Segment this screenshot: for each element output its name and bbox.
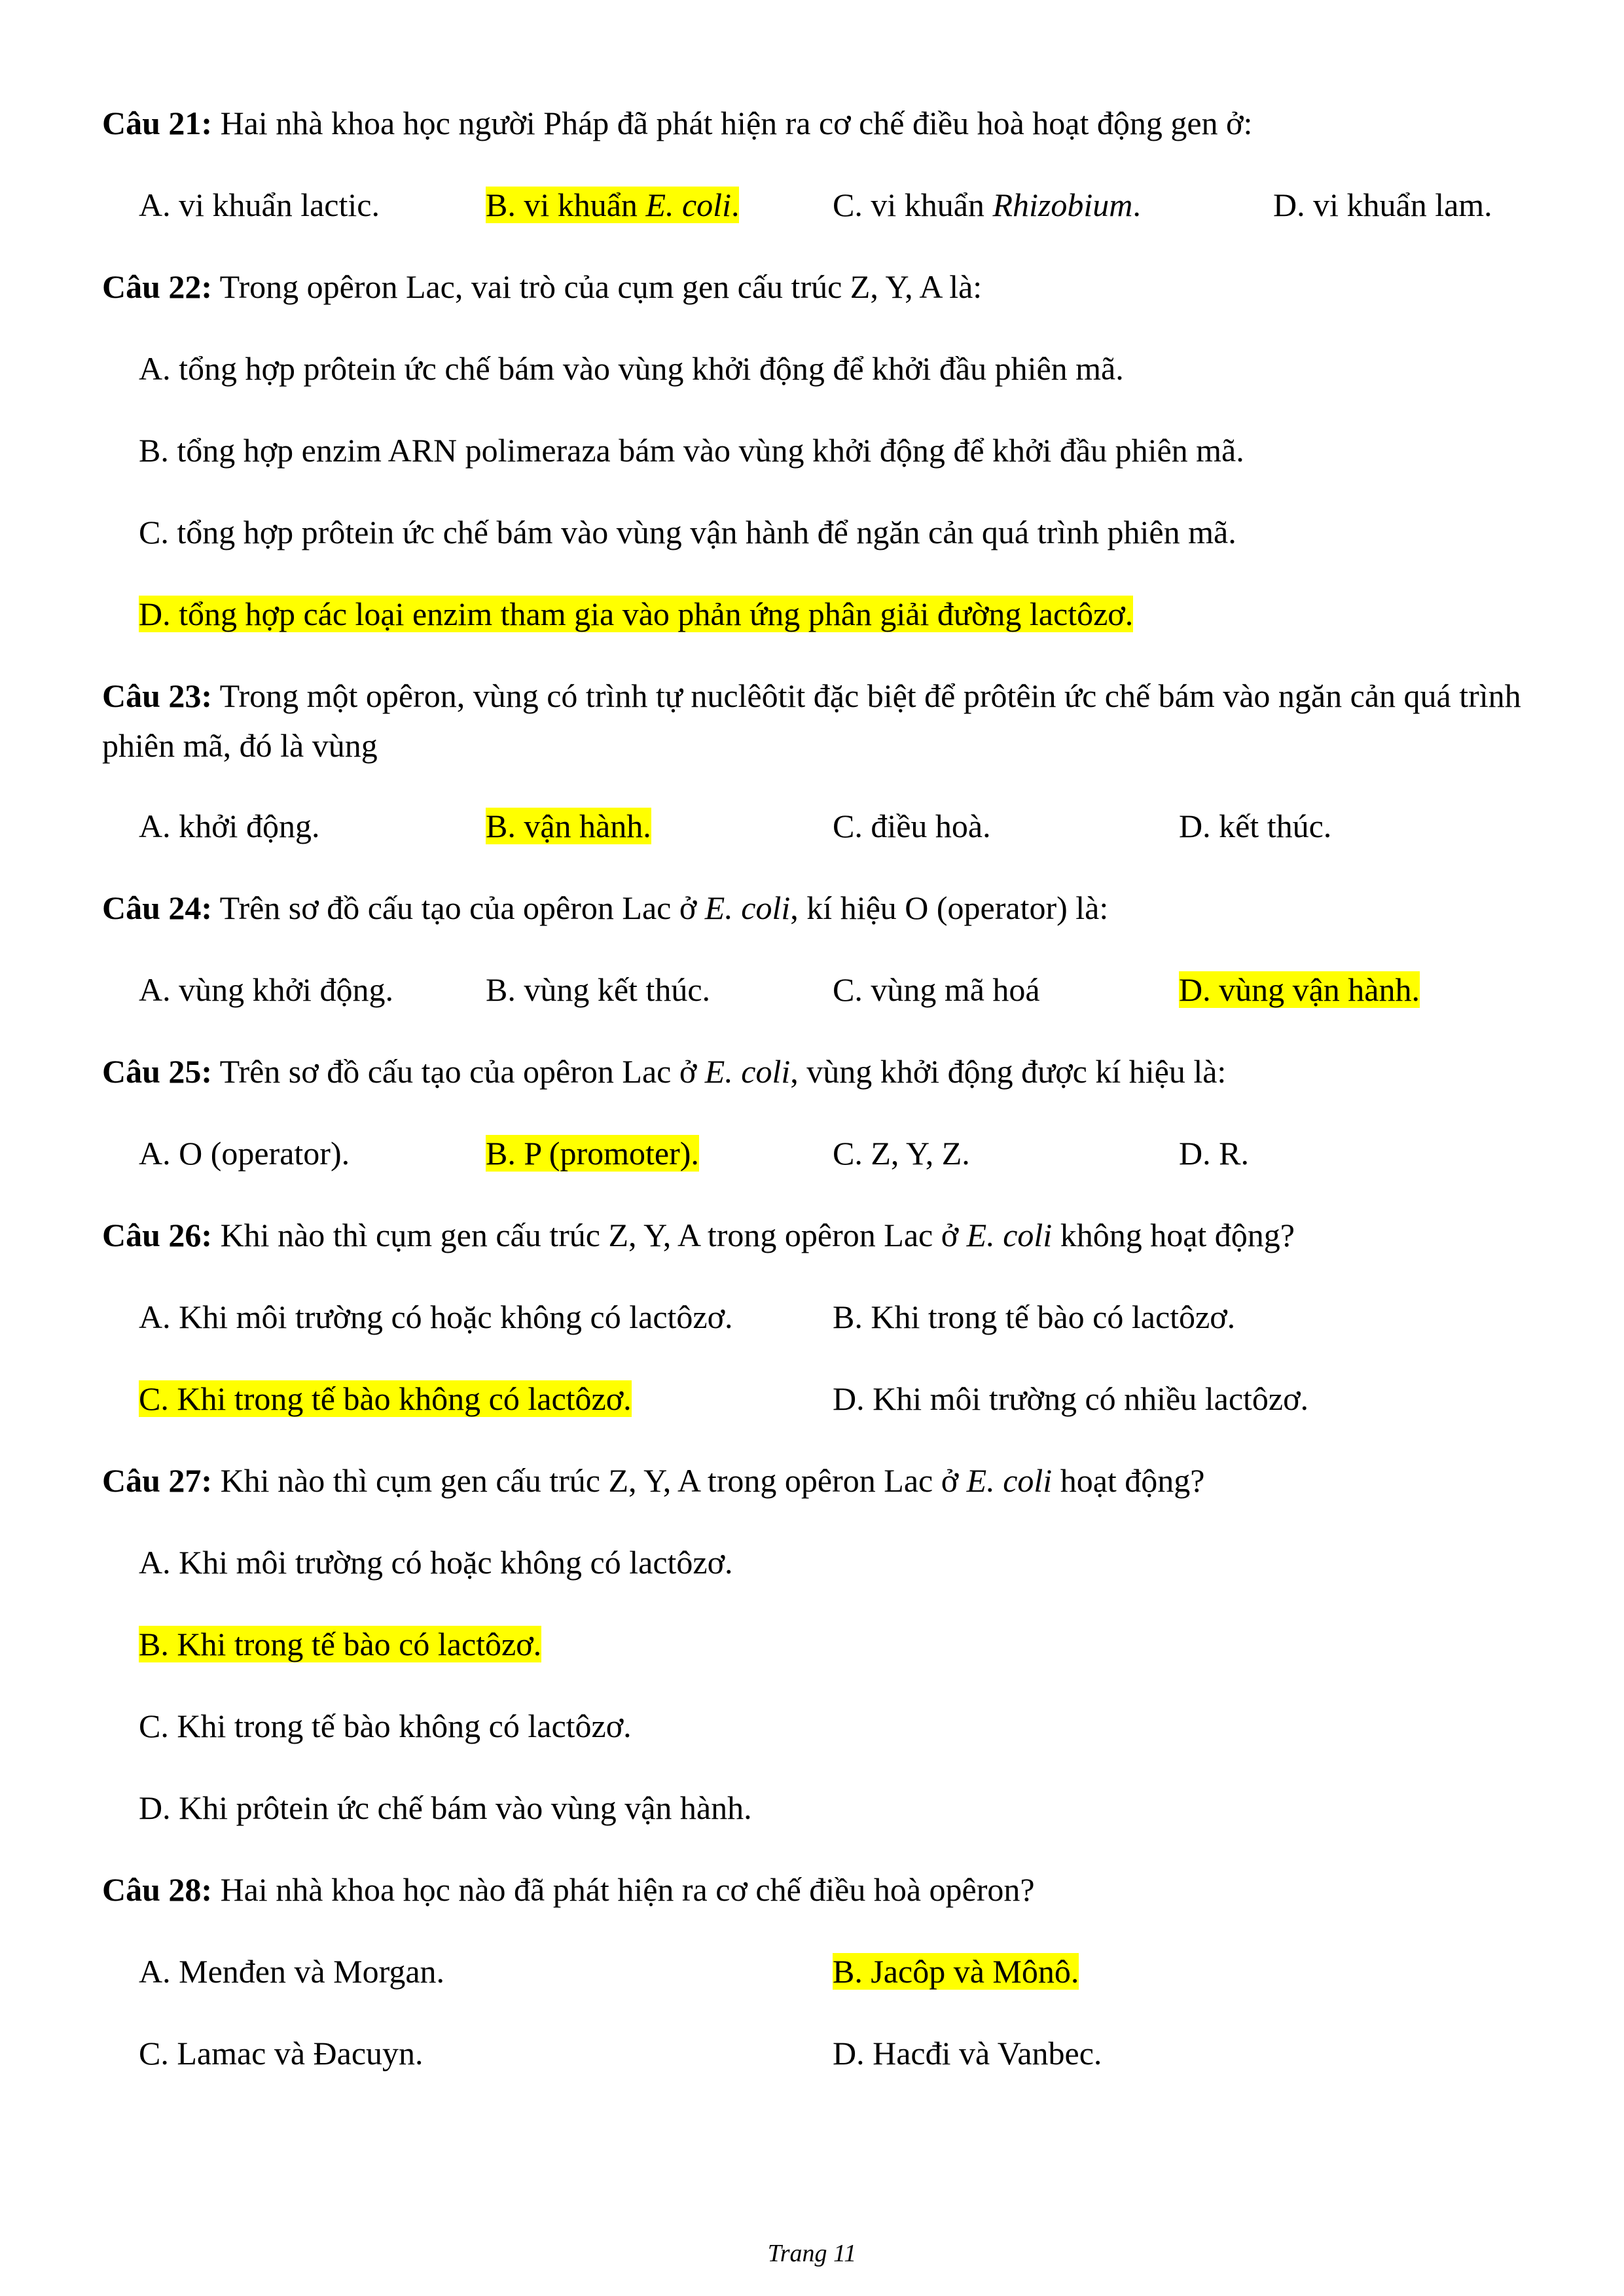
text-segment: C. tổng hợp prôtein ức chế bám vào vùng vận hành để ngăn cản quá trình phiên mã. bbox=[139, 514, 1236, 550]
answer-option-b bbox=[833, 1946, 1079, 1996]
text-segment: Hai nhà khoa học nào đã phát hiện ra cơ chế điều hoà opêron? bbox=[212, 1871, 1035, 1908]
answer-option-c bbox=[139, 1701, 632, 1751]
text-segment: C. Khi trong tế bào không có lactôzơ. bbox=[139, 1708, 632, 1744]
text-segment: . bbox=[731, 187, 740, 223]
question-stem bbox=[102, 98, 1562, 148]
text-segment: A. Khi môi trường có hoặc không có lactôzơ. bbox=[139, 1299, 733, 1335]
highlighted-answer bbox=[486, 187, 739, 223]
text-segment: không hoạt động? bbox=[1052, 1217, 1295, 1253]
answer-option-b bbox=[486, 965, 710, 1014]
question-stem bbox=[102, 1456, 1562, 1505]
answer-option-d bbox=[1179, 801, 1331, 851]
answer-text bbox=[139, 1135, 350, 1172]
text-segment: B. vận hành. bbox=[486, 808, 651, 844]
text-segment: A. Menđen và Morgan. bbox=[139, 1953, 445, 1990]
italic-term: E. coli bbox=[966, 1462, 1053, 1499]
text-segment: B. tổng hợp enzim ARN polimeraza bám vào vùng khởi động để khởi đầu phiên mã. bbox=[139, 432, 1244, 469]
answer-text bbox=[139, 432, 1244, 469]
answer-text bbox=[486, 971, 710, 1008]
highlighted-answer bbox=[139, 1626, 541, 1662]
answer-option-c bbox=[833, 1128, 970, 1178]
text-segment: D. Khi prôtein ức chế bám vào vùng vận hành. bbox=[139, 1789, 752, 1826]
answer-option-a bbox=[139, 344, 1124, 393]
question-number: Câu 22: bbox=[102, 268, 213, 305]
question-number: Câu 23: bbox=[102, 677, 213, 714]
answer-text bbox=[139, 808, 319, 844]
text-segment: A. vùng khởi động. bbox=[139, 971, 393, 1008]
highlighted-answer bbox=[1179, 971, 1420, 1008]
question-number: Câu 27: bbox=[102, 1462, 213, 1499]
question-number: Câu 25: bbox=[102, 1053, 213, 1090]
text-segment: B. Jacôp và Mônô. bbox=[833, 1953, 1079, 1990]
text-segment: D. tổng hợp các loại enzim tham gia vào phản ứng phân giải đường lactôzơ. bbox=[139, 596, 1134, 632]
answer-text bbox=[139, 187, 380, 223]
question-number: Câu 21: bbox=[102, 105, 213, 141]
question-stem bbox=[102, 1865, 1562, 1914]
answer-option-a bbox=[139, 1128, 350, 1178]
answer-text bbox=[139, 1299, 733, 1335]
answer-text bbox=[139, 2035, 424, 2072]
answer-option-c bbox=[833, 180, 1141, 230]
answer-text bbox=[139, 350, 1124, 387]
question-stem bbox=[102, 1210, 1562, 1260]
text-segment: A. Khi môi trường có hoặc không có lactôzơ. bbox=[139, 1544, 733, 1581]
answer-option-b bbox=[139, 425, 1244, 475]
text-segment: D. kết thúc. bbox=[1179, 808, 1332, 844]
italic-term: E. coli bbox=[704, 889, 791, 926]
answer-option-b bbox=[139, 1619, 541, 1669]
text-segment: B. Khi trong tế bào có lactôzơ. bbox=[139, 1626, 542, 1662]
highlighted-answer bbox=[139, 1380, 632, 1417]
answer-option-a bbox=[139, 1292, 733, 1342]
answer-text bbox=[139, 1544, 733, 1581]
question-number: Câu 24: bbox=[102, 889, 213, 926]
text-segment: A. tổng hợp prôtein ức chế bám vào vùng khởi động để khởi đầu phiên mã. bbox=[139, 350, 1124, 387]
text-segment: Trong opêron Lac, vai trò của cụm gen cấu trúc Z, Y, A là: bbox=[212, 268, 983, 305]
italic-term: E. coli bbox=[645, 187, 731, 223]
answer-text bbox=[1179, 808, 1331, 844]
question-number: Câu 28: bbox=[102, 1871, 213, 1908]
text-segment: D. Khi môi trường có nhiều lactôzơ. bbox=[833, 1380, 1309, 1417]
answer-text bbox=[139, 1789, 752, 1826]
answer-text bbox=[139, 1708, 632, 1744]
text-segment: , vùng khởi động được kí hiệu là: bbox=[790, 1053, 1227, 1090]
text-segment: B. P (promoter). bbox=[486, 1135, 699, 1172]
text-segment: A. khởi động. bbox=[139, 808, 320, 844]
text-segment: A. vi khuẩn lactic. bbox=[139, 187, 380, 223]
answer-option-b bbox=[486, 180, 739, 230]
answer-option-c bbox=[833, 965, 1040, 1014]
text-segment: C. điều hoà. bbox=[833, 808, 991, 844]
text-segment: D. vi khuẩn lam. bbox=[1273, 187, 1492, 223]
question-number: Câu 26: bbox=[102, 1217, 213, 1253]
text-segment: Trên sơ đồ cấu tạo của opêron Lac ở bbox=[212, 889, 705, 926]
answer-option-b bbox=[833, 1292, 1235, 1342]
text-segment: B. vùng kết thúc. bbox=[486, 971, 711, 1008]
question-stem bbox=[102, 262, 1562, 312]
highlighted-answer bbox=[139, 596, 1133, 632]
answer-option-d bbox=[1179, 965, 1420, 1014]
text-segment: D. vùng vận hành. bbox=[1179, 971, 1420, 1008]
text-segment: . bbox=[1132, 187, 1141, 223]
answer-text bbox=[833, 1299, 1235, 1335]
text-segment: C. Lamac và Đacuyn. bbox=[139, 2035, 424, 2072]
answer-option-c bbox=[139, 507, 1236, 557]
page-footer: Trang 11 bbox=[767, 2240, 857, 2267]
answer-text bbox=[833, 808, 991, 844]
answer-option-a bbox=[139, 1946, 444, 1996]
text-segment: A. O (operator). bbox=[139, 1135, 350, 1172]
text-segment: hoạt động? bbox=[1052, 1462, 1205, 1499]
answer-option-d bbox=[139, 1783, 752, 1833]
highlighted-answer bbox=[486, 808, 651, 844]
text-segment: C. Khi trong tế bào không có lactôzơ. bbox=[139, 1380, 632, 1417]
question-stem bbox=[102, 1047, 1562, 1096]
answer-text bbox=[139, 514, 1236, 550]
text-segment: C. vi khuẩn bbox=[833, 187, 993, 223]
answer-option-c bbox=[139, 2028, 424, 2078]
question-stem bbox=[102, 883, 1562, 933]
answer-option-d bbox=[833, 2028, 1102, 2078]
answer-text bbox=[833, 971, 1040, 1008]
answer-option-a bbox=[139, 180, 380, 230]
answer-text bbox=[833, 187, 1141, 223]
text-segment: D. Hacđi và Vanbec. bbox=[833, 2035, 1102, 2072]
answer-option-a bbox=[139, 801, 319, 851]
answer-text bbox=[833, 2035, 1102, 2072]
answer-option-b bbox=[486, 1128, 699, 1178]
text-segment: B. vi khuẩn bbox=[486, 187, 646, 223]
text-segment: Khi nào thì cụm gen cấu trúc Z, Y, A trong opêron Lac ở bbox=[212, 1217, 967, 1253]
question-stem bbox=[102, 671, 1562, 770]
answer-text bbox=[1179, 1135, 1249, 1172]
text-segment: Trên sơ đồ cấu tạo của opêron Lac ở bbox=[212, 1053, 705, 1090]
text-segment: D. R. bbox=[1179, 1135, 1249, 1172]
answer-option-d bbox=[1273, 180, 1492, 230]
answer-option-a bbox=[139, 1537, 733, 1587]
text-segment: B. Khi trong tế bào có lactôzơ. bbox=[833, 1299, 1236, 1335]
italic-term: E. coli bbox=[704, 1053, 791, 1090]
answer-text bbox=[139, 971, 393, 1008]
answer-option-a bbox=[139, 965, 393, 1014]
text-segment: Khi nào thì cụm gen cấu trúc Z, Y, A trong opêron Lac ở bbox=[212, 1462, 967, 1499]
answer-option-d bbox=[1179, 1128, 1249, 1178]
answer-text bbox=[1273, 187, 1492, 223]
answer-option-d bbox=[833, 1374, 1308, 1424]
text-segment: , kí hiệu O (operator) là: bbox=[790, 889, 1109, 926]
italic-term: Rhizobium bbox=[992, 187, 1133, 223]
highlighted-answer bbox=[833, 1953, 1079, 1990]
answer-text bbox=[139, 1953, 444, 1990]
text-segment: C. vùng mã hoá bbox=[833, 971, 1040, 1008]
text-segment: Hai nhà khoa học người Pháp đã phát hiện ra cơ chế điều hoà hoạt động gen ở: bbox=[212, 105, 1253, 141]
answer-option-c bbox=[833, 801, 991, 851]
answer-text bbox=[833, 1135, 970, 1172]
answer-option-c bbox=[139, 1374, 632, 1424]
highlighted-answer bbox=[486, 1135, 699, 1172]
text-segment: C. Z, Y, Z. bbox=[833, 1135, 970, 1172]
text-segment: Trong một opêron, vùng có trình tự nuclêôtit đặc biệt để prôtêin ức chế bám vào ngăn cản quá trình phiên mã, đó là vùng bbox=[102, 677, 1521, 764]
italic-term: E. coli bbox=[966, 1217, 1053, 1253]
answer-text bbox=[833, 1380, 1308, 1417]
answer-option-b bbox=[486, 801, 651, 851]
answer-option-d bbox=[139, 589, 1133, 639]
